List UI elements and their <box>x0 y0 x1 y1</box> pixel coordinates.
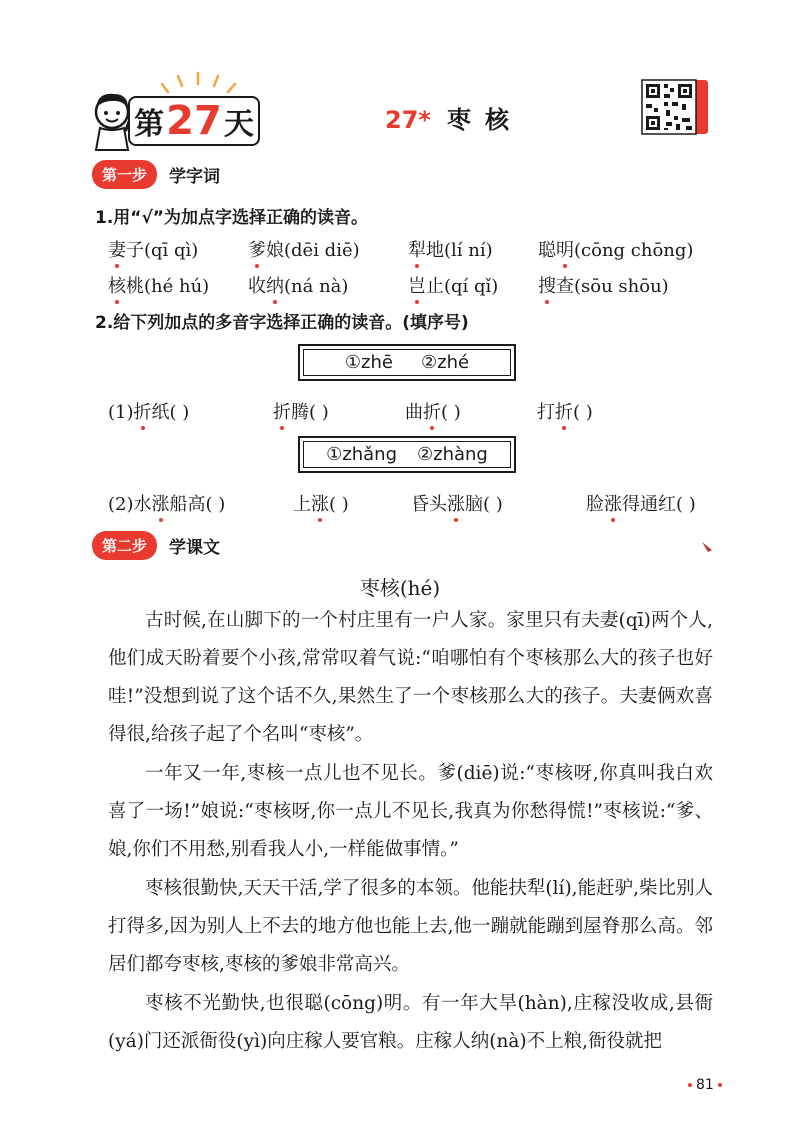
q1-item: 妻子(qī qì) <box>108 236 248 262</box>
passage-paragraph-3: 枣核很勤快,天天干活,学了很多的本领。他能扶犁(lí),能赶驴,柴比别人打得多,因为别人上不去的地方他也能上去,他一蹦就能蹦到屋脊那么高。邻居们都夸枣核,枣核的爹娘非常高兴。 <box>108 878 713 975</box>
lesson-number: 27* <box>385 106 431 134</box>
passage-paragraph-4: 枣核不光勤快,也很聪(cōng)明。有一年大旱(hàn),庄稼没收成,县衙(yá)门还派衙役(yì)向庄稼人要官粮。庄稼人纳(nà)不上粮,衙役就把 <box>108 993 713 1052</box>
q2-item: 折腾( ) <box>273 398 405 424</box>
step1-pill: 第一步 <box>92 160 157 189</box>
q1-item: 爹娘(dēi diē) <box>248 236 408 262</box>
option: ②zhàng <box>417 444 488 465</box>
q2-item: 上涨( ) <box>293 490 411 516</box>
day-suffix: 天 <box>223 107 254 142</box>
pen-mark-icon <box>700 540 714 554</box>
step2-title: 学课文 <box>169 538 221 558</box>
options-box-2-inner <box>303 441 511 468</box>
step1-title: 学字词 <box>169 167 221 187</box>
q2-item: 脸涨得通红( ) <box>586 490 696 516</box>
page-dot-icon <box>688 1083 692 1087</box>
q1-row-2 <box>108 272 669 298</box>
q2-item: 昏头涨脑( ) <box>411 490 586 516</box>
q2-row-2 <box>108 490 696 516</box>
day-counter <box>128 96 260 146</box>
question-1-prompt: 1.用“√”为加点字选择正确的读音。 <box>95 208 368 228</box>
option: ②zhé <box>421 352 470 373</box>
q1-item: 收纳(ná nà) <box>248 272 408 298</box>
page-number <box>688 1077 722 1093</box>
options-box-2 <box>298 436 516 473</box>
step2-pill: 第二步 <box>92 531 157 560</box>
qr-code-icon <box>640 78 710 138</box>
lesson-title: 枣核 <box>446 106 523 134</box>
qr-code[interactable] <box>640 78 710 138</box>
passage-title: 枣核(hé) <box>359 576 441 600</box>
q1-item: 聪明(cōng chōng) <box>538 236 693 262</box>
step1-header <box>92 160 220 189</box>
q1-item: 搜查(sōu shōu) <box>538 272 669 298</box>
q2-item: (2)水涨船高( ) <box>108 490 293 516</box>
day-prefix: 第 <box>134 107 165 142</box>
page-dot-icon <box>718 1083 722 1087</box>
question-2-prompt: 2.给下列加点的多音字选择正确的读音。(填序号) <box>95 313 469 333</box>
lesson-heading <box>385 100 523 135</box>
passage-paragraph-2: 一年又一年,枣核一点儿也不见长。爹(diē)说:“枣核呀,你真叫我白欢喜了一场!”娘说:“枣核呀,你一点儿不见长,我真为你愁得慌!”枣核说:“爹、娘,你们不用愁,别看我人小,一样能做事情。” <box>108 763 713 860</box>
passage-paragraph-1: 古时候,在山脚下的一个村庄里有一户人家。家里只有夫妻(qī)两个人,他们成天盼着要个小孩,常常叹着气说:“咱哪怕有个枣核那么大的孩子也好哇!”没想到说了这个话不久,果然生了一个枣核那么大的孩子。夫妻俩欢喜得很,给孩子起了个名叫“枣核”。 <box>108 610 713 745</box>
q2-item: 曲折( ) <box>405 398 537 424</box>
q2-row-1 <box>108 398 593 424</box>
page-number-text: 81 <box>696 1077 714 1093</box>
sun-rays-icon <box>158 70 248 96</box>
q1-item: 岂止(qí qǐ) <box>408 272 538 298</box>
q1-item: 核桃(hé hú) <box>108 272 248 298</box>
option: ①zhǎng <box>326 444 397 465</box>
q2-item: 打折( ) <box>537 398 593 424</box>
options-box-1 <box>298 344 516 381</box>
q1-item: 犁地(lí ní) <box>408 236 538 262</box>
q1-row-1 <box>108 236 693 262</box>
day-number: 27 <box>166 98 222 144</box>
q2-item: (1)折纸( ) <box>108 398 273 424</box>
day-badge <box>88 82 268 152</box>
step2-header <box>92 531 220 560</box>
option: ①zhē <box>344 352 393 373</box>
options-box-1-inner <box>303 349 511 376</box>
